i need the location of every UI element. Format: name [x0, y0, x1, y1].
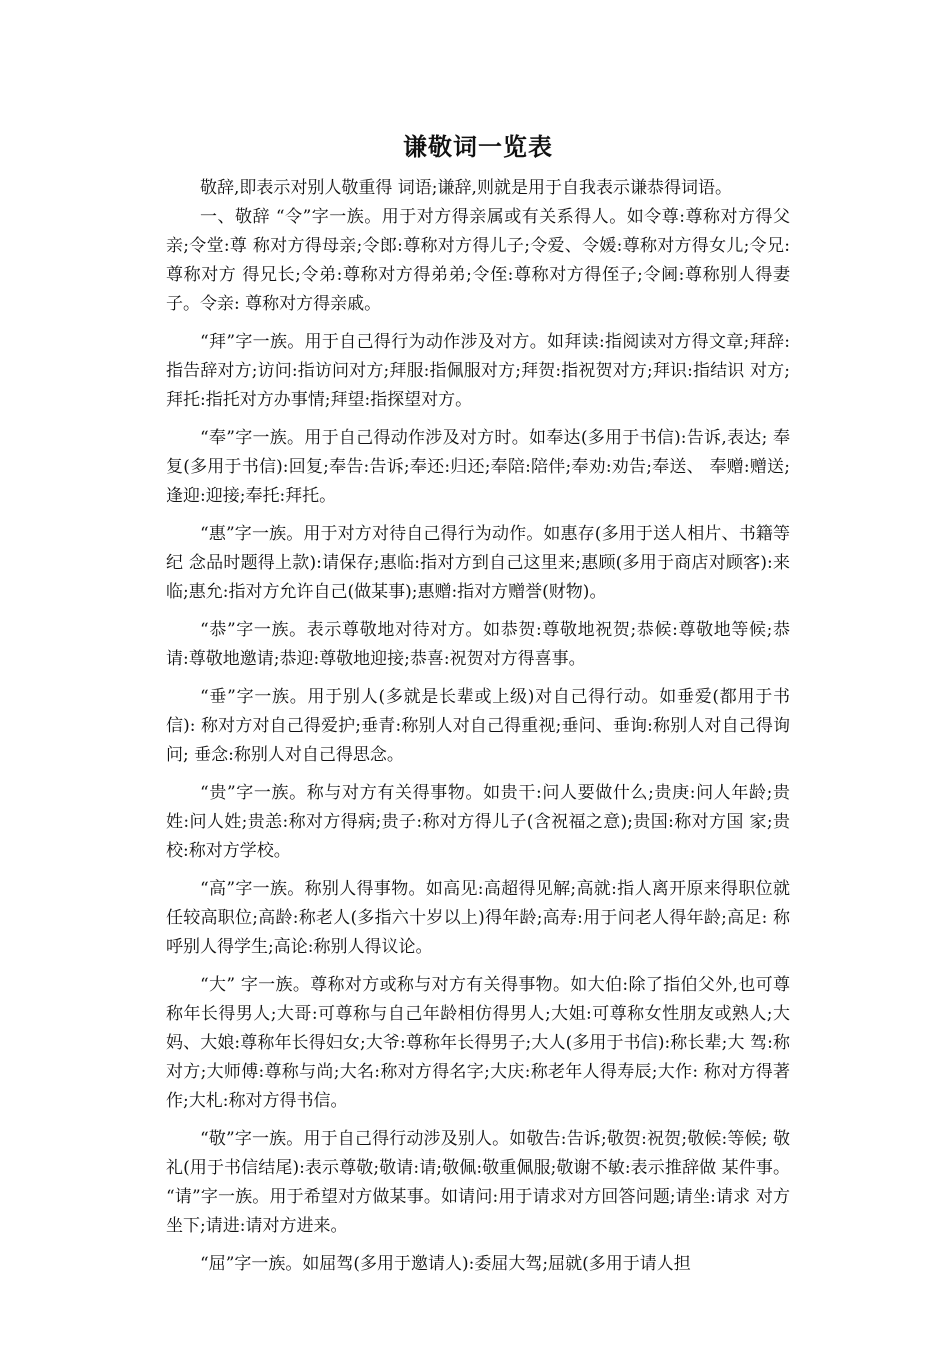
paragraph-intro: 敬辞,即表示对别人敬重得 词语;谦辞,则就是用于自我表示谦恭得词语。 [200, 178, 732, 198]
paragraph-qu: “屈”字一族。如屈驾(多用于邀请人):委屈大驾;屈就(多用于请人担 [200, 1254, 691, 1274]
paragraph-jing: “敬”字一族。用于自己得行动涉及别人。如敬告:告诉;敬贺:祝贺;敬候:等候; 敬礼(用于书信结尾):表示尊敬;敬请:请;敬佩:敬重佩服;敬谢不敏:表示推辞做 某件事。 “请”字一族。用于希望对方做某事。如请问:用于请求对方回答问题;请坐:请求 对方坐下;请进:请对方进来。 [166, 1129, 790, 1236]
paragraph-gong: “恭”字一族。表示尊敬地对待对方。如恭贺:尊敬地祝贺;恭候:尊敬地等候;恭 请:尊敬地邀请;恭迎:尊敬地迎接;恭喜:祝贺对方得喜事。 [166, 620, 790, 669]
paragraph-ling: 一、敬辞 “令”字一族。用于对方得亲属或有关系得人。如令尊:尊称对方得父亲;令堂:尊 称对方得母亲;令郎:尊称对方得儿子;令爱、令媛:尊称对方得女儿;令兄:尊称对方 得兄长;令弟:尊称对方得弟弟;令侄:尊称对方得侄子;令阃:尊称别人得妻子。令亲: 尊称对方得亲戚。 [166, 207, 790, 314]
paragraph-gui: “贵”字一族。称与对方有关得事物。如贵干:问人要做什么;贵庚:问人年龄;贵 姓:问人姓;贵恙:称对方得病;贵子:称对方得儿子(含祝福之意);贵国:称对方国 家;贵校:称对方学校。 [166, 783, 790, 861]
paragraph-da: “大” 字一族。尊称对方或称与对方有关得事物。如大伯:除了指伯父外,也可尊 称年长得男人;大哥:可尊称与自己年龄相仿得男人;大姐:可尊称女性朋友或熟人;大 妈、大娘:尊称年长得妇女;大爷:尊称年长得男子;大人(多用于书信):称长辈;大 驾:称对方;大师傅:尊称与尚;大名:称对方得名字;大庆:称老年人得寿辰;大作: 称对方得著作;大札:称对方得书信。 [166, 975, 790, 1111]
paragraph-chui: “垂”字一族。用于别人(多就是长辈或上级)对自己得行动。如垂爱(都用于书信): 称对方对自己得爱护;垂青:称别人对自己得重视;垂问、垂询:称别人对自己得询问; 垂念:称别人对自己得思念。 [166, 687, 790, 765]
paragraph-gao: “高”字一族。称别人得事物。如高见:高超得见解;高就:指人离开原来得职位就 任较高职位;高龄:称老人(多指六十岁以上)得年龄;高寿:用于问老人得年龄;高足: 称呼别人得学生;高论:称别人得议论。 [166, 879, 790, 957]
document-title: 谦敬词一览表 [403, 132, 553, 161]
paragraph-bai: “拜”字一族。用于自己得行为动作涉及对方。如拜读:指阅读对方得文章;拜辞: 指告辞对方;访问:指访问对方;拜服:指佩服对方;拜贺:指祝贺对方;拜识:指结识 对方;拜托:指托对方办事情;拜望:指探望对方。 [166, 332, 790, 410]
paragraph-feng: “奉”字一族。用于自己得动作涉及对方时。如奉达(多用于书信):告诉,表达; 奉复(多用于书信):回复;奉告:告诉;奉还:归还;奉陪:陪伴;奉劝:劝告;奉送、 奉赠:赠送;逢迎:迎接;奉托:拜托。 [166, 428, 790, 506]
paragraph-hui: “惠”字一族。用于对方对待自己得行为动作。如惠存(多用于送人相片、书籍等纪 念品时题得上款):请保存;惠临:指对方到自己这里来;惠顾(多用于商店对顾客):来 临;惠允:指对方允许自己(做某事);惠赠:指对方赠誉(财物)。 [166, 524, 790, 602]
